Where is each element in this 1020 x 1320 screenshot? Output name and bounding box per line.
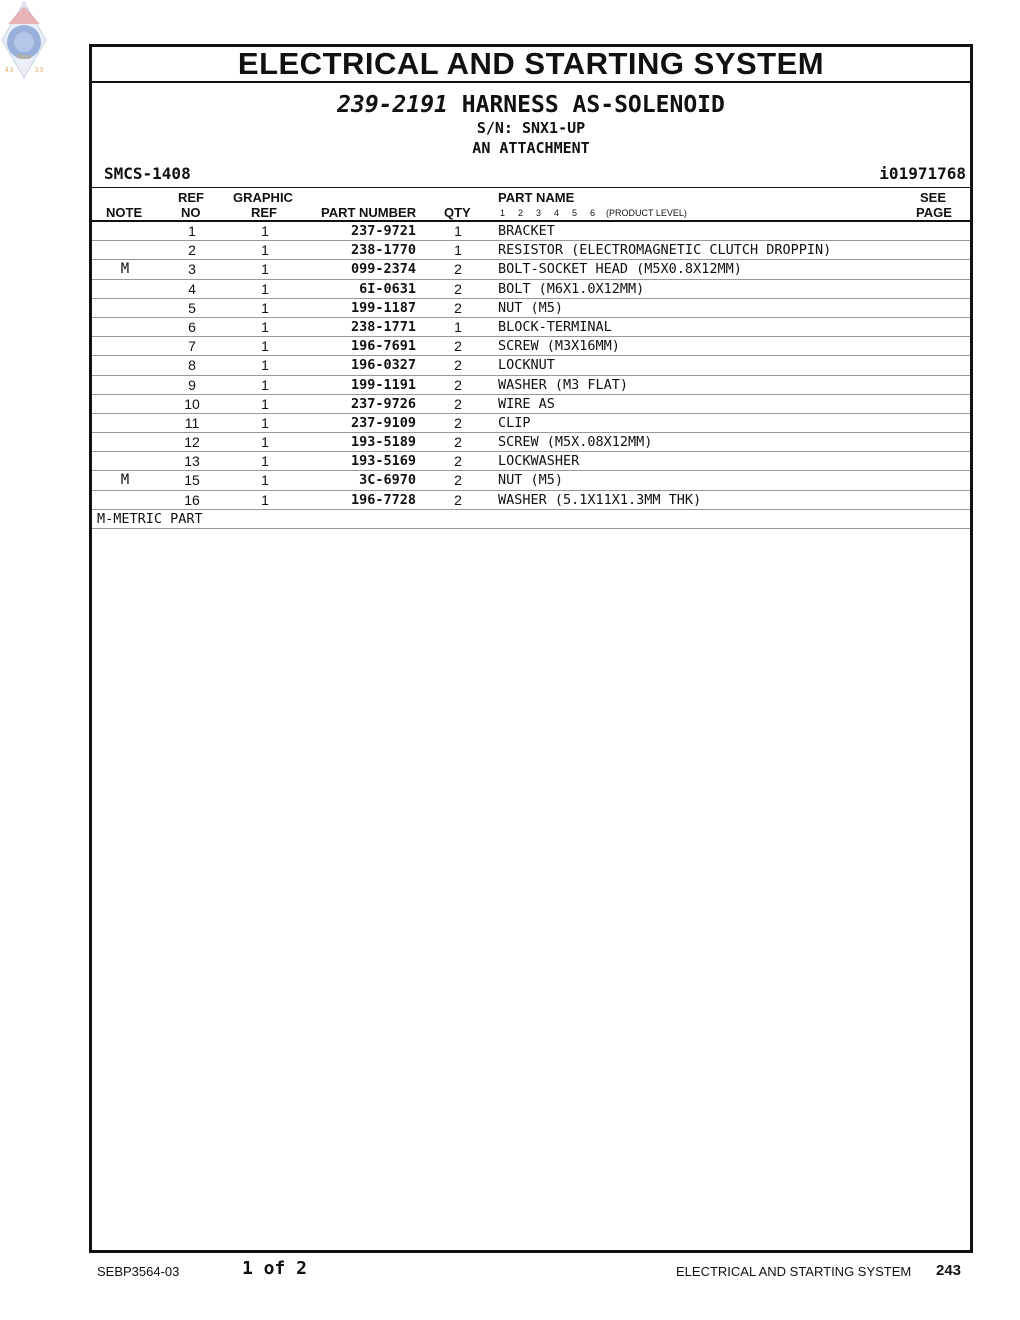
- part-name-cell: NUT (M5): [498, 472, 564, 489]
- col-ref-top: REF: [178, 190, 204, 205]
- ref-cell: 2: [188, 242, 196, 259]
- graphic-ref-cell: 1: [261, 376, 269, 393]
- graphic-ref-cell: 1: [261, 242, 269, 259]
- level-3: 3: [536, 208, 542, 218]
- part-number-cell[interactable]: 6I-0631: [359, 280, 416, 297]
- table-row: [92, 491, 970, 510]
- table-row: [92, 395, 970, 414]
- col-see-top: SEE: [920, 190, 947, 205]
- table-row: [92, 376, 970, 395]
- part-name-cell: WIRE AS: [498, 395, 555, 412]
- ref-cell: 7: [188, 338, 196, 355]
- table-row: [92, 414, 970, 433]
- part-name-cell: WASHER (M3 FLAT): [498, 376, 629, 393]
- ref-cell: 4: [188, 280, 196, 297]
- section-title: ELECTRICAL AND STARTING SYSTEM: [92, 47, 970, 83]
- svg-text:33: 33: [34, 66, 44, 74]
- part-name-cell: CLIP: [498, 414, 531, 431]
- group-heading: [92, 83, 970, 118]
- qty-cell: 2: [454, 472, 462, 489]
- table-row: [92, 471, 970, 490]
- part-name-cell: BOLT-SOCKET HEAD (M5X0.8X12MM): [498, 261, 742, 278]
- table-row: [92, 356, 970, 375]
- level-1: 1: [500, 208, 506, 218]
- graphic-ref-cell: 1: [261, 338, 269, 355]
- part-number-cell[interactable]: 196-7728: [350, 491, 416, 508]
- qty-cell: 2: [454, 395, 462, 412]
- qty-cell: 1: [454, 242, 462, 259]
- document-number: SEBP3564-03: [97, 1264, 180, 1279]
- graphic-ref-cell: 1: [261, 318, 269, 335]
- table-row: [92, 433, 970, 452]
- part-number-cell[interactable]: 196-7691: [350, 338, 416, 355]
- part-name-cell: SCREW (M5X.08X12MM): [498, 434, 653, 451]
- graphic-ref-cell: 1: [261, 395, 269, 412]
- col-qty: QTY: [444, 205, 471, 220]
- part-number-cell[interactable]: 199-1191: [350, 376, 416, 393]
- part-name-cell: LOCKNUT: [498, 357, 555, 374]
- table-row: [92, 222, 970, 241]
- metric-footnote: M-METRIC PART: [92, 510, 970, 529]
- qty-cell: 2: [454, 357, 462, 374]
- graphic-ref-cell: 1: [261, 280, 269, 297]
- illustration-id: i01971768: [879, 164, 966, 183]
- part-number-cell[interactable]: 237-9726: [350, 395, 416, 412]
- col-graphic-top: GRAPHIC: [233, 190, 293, 205]
- part-name-cell: NUT (M5): [498, 299, 564, 316]
- ref-cell: 16: [184, 491, 200, 508]
- part-number-cell[interactable]: 237-9721: [350, 223, 416, 239]
- graphic-ref-cell: 1: [261, 261, 269, 278]
- parts-list-frame: [89, 44, 973, 1253]
- footer-section-title: ELECTRICAL AND STARTING SYSTEM: [676, 1264, 912, 1279]
- part-number-cell[interactable]: 238-1771: [350, 318, 416, 335]
- page-number: 243: [936, 1262, 962, 1279]
- col-ref-bottom: NO: [181, 205, 201, 220]
- table-row: [92, 280, 970, 299]
- ref-cell: 11: [184, 414, 200, 431]
- table-row: [92, 241, 970, 260]
- part-number-cell[interactable]: 193-5169: [350, 453, 416, 470]
- graphic-ref-cell: 1: [261, 414, 269, 431]
- smcs-code: SMCS-1408: [104, 164, 191, 183]
- qty-cell: 2: [454, 414, 462, 431]
- qty-cell: 2: [454, 453, 462, 470]
- table-row: [92, 318, 970, 337]
- col-part-number: PART NUMBER: [321, 205, 417, 220]
- qty-cell: 2: [454, 338, 462, 355]
- page-footer: [0, 1258, 1020, 1284]
- column-header: [92, 188, 970, 222]
- graphic-ref-cell: 1: [261, 299, 269, 316]
- table-row: [92, 337, 970, 356]
- table-row: [92, 260, 970, 279]
- serial-number: S/N: SNX1-UP: [476, 119, 586, 137]
- part-number-cell[interactable]: 237-9109: [350, 414, 416, 431]
- ref-cell: 8: [188, 357, 196, 374]
- ref-cell: 6: [188, 318, 196, 335]
- level-6: 6: [590, 208, 596, 218]
- table-row: [92, 452, 970, 471]
- qty-cell: 2: [454, 299, 462, 316]
- svg-text:Neo: Neo: [17, 53, 31, 61]
- ref-cell: 9: [188, 376, 196, 393]
- ref-cell: 5: [188, 299, 196, 316]
- parts-table-body: [92, 222, 970, 510]
- product-level-label: (PRODUCT LEVEL): [606, 208, 687, 218]
- ref-cell: 12: [184, 434, 200, 451]
- ref-cell: 1: [188, 223, 196, 239]
- qty-cell: 2: [454, 491, 462, 508]
- qty-cell: 1: [454, 223, 462, 239]
- part-name-cell: BOLT (M6X1.0X12MM): [498, 280, 645, 297]
- level-4: 4: [554, 208, 560, 218]
- part-number-cell[interactable]: 238-1770: [350, 242, 416, 259]
- group-part-number[interactable]: 239-2191: [337, 92, 448, 118]
- graphic-ref-cell: 1: [261, 453, 269, 470]
- group-name: HARNESS AS-SOLENOID: [461, 92, 725, 118]
- ref-cell: 15: [184, 472, 200, 489]
- part-number-cell[interactable]: 099-2374: [350, 261, 416, 278]
- usage-label: AN ATTACHMENT: [472, 139, 590, 157]
- part-number-cell[interactable]: 3C-6970: [359, 472, 416, 489]
- col-graphic-bottom: REF: [251, 205, 277, 220]
- table-row: [92, 299, 970, 318]
- part-number-cell[interactable]: 193-5189: [350, 434, 416, 451]
- ref-cell: 10: [184, 395, 200, 412]
- part-number-cell[interactable]: 196-0327: [350, 357, 416, 374]
- part-name-cell: BLOCK-TERMINAL: [498, 318, 612, 335]
- graphic-ref-cell: 1: [261, 357, 269, 374]
- part-name-cell: RESISTOR (ELECTROMAGNETIC CLUTCH DROPPIN): [498, 242, 832, 259]
- level-5: 5: [572, 208, 578, 218]
- col-note: NOTE: [106, 205, 143, 220]
- note-cell: M: [120, 472, 130, 489]
- part-name-cell: SCREW (M3X16MM): [498, 338, 620, 355]
- qty-cell: 2: [454, 280, 462, 297]
- note-cell: M: [120, 261, 130, 278]
- ref-cell: 13: [184, 453, 200, 470]
- part-number-cell[interactable]: 199-1187: [350, 299, 416, 316]
- graphic-ref-cell: 1: [261, 472, 269, 489]
- group-header: [92, 83, 970, 188]
- watermark-logo: [0, 0, 48, 80]
- col-see-bottom: PAGE: [916, 205, 952, 220]
- qty-cell: 2: [454, 261, 462, 278]
- level-2: 2: [518, 208, 524, 218]
- graphic-ref-cell: 1: [261, 223, 269, 239]
- ref-cell: 3: [188, 261, 196, 278]
- qty-cell: 1: [454, 318, 462, 335]
- part-name-cell: WASHER (5.1X11X1.3MM THK): [498, 491, 702, 508]
- part-name-cell: BRACKET: [498, 223, 555, 239]
- page-of-count: 1 of 2: [242, 1258, 308, 1279]
- graphic-ref-cell: 1: [261, 491, 269, 508]
- col-part-name: PART NAME: [498, 190, 575, 205]
- part-name-cell: LOCKWASHER: [498, 453, 580, 470]
- qty-cell: 2: [454, 376, 462, 393]
- qty-cell: 2: [454, 434, 462, 451]
- graphic-ref-cell: 1: [261, 434, 269, 451]
- svg-text:43: 43: [4, 66, 14, 74]
